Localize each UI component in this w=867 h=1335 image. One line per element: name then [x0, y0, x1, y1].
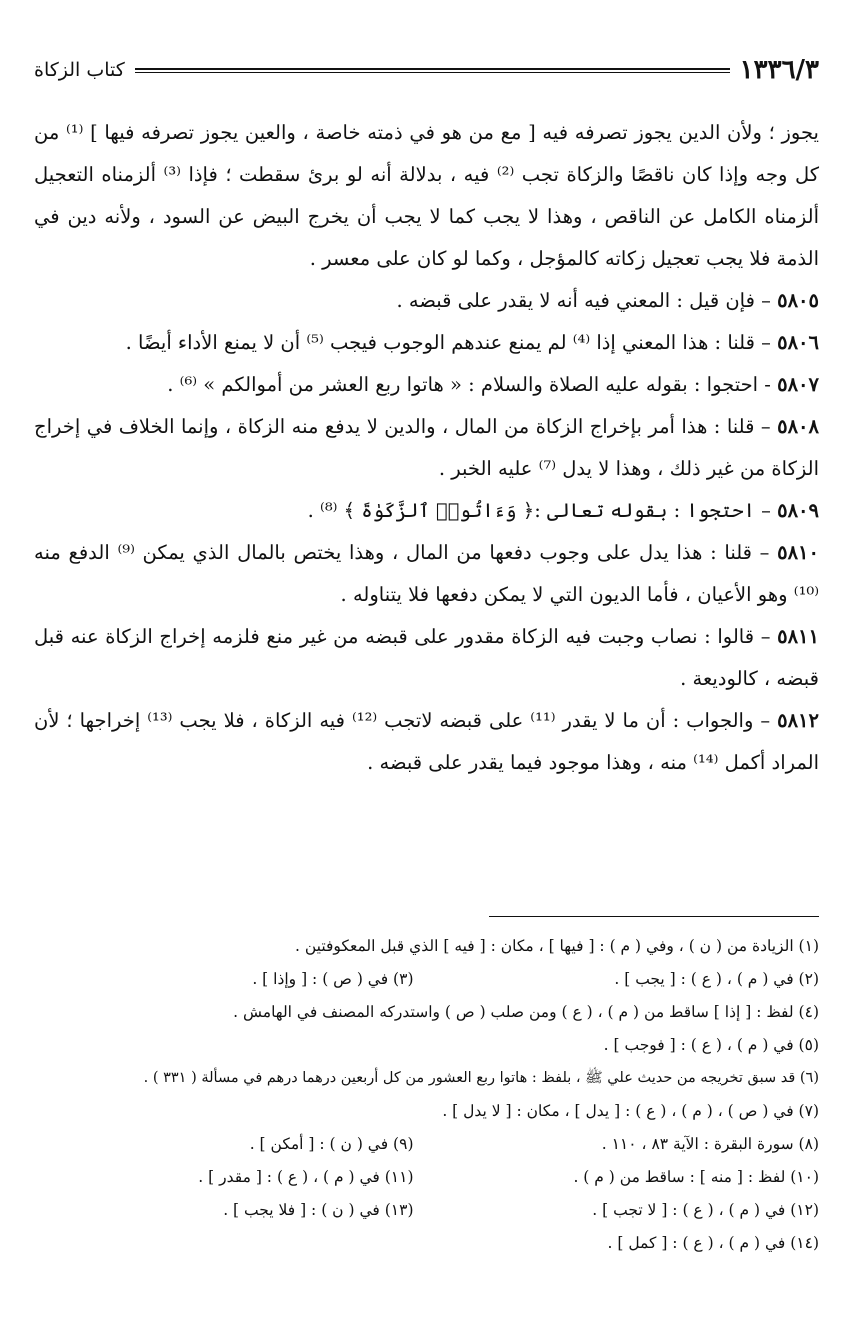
footnote-row [48, 1194, 819, 1227]
footnote: (١٢) في ( م ) ، ( ع ) : [ لا تجب ] . [592, 1201, 819, 1219]
footnote-row [48, 1128, 819, 1161]
paragraph [34, 700, 819, 784]
paragraph-text: – فإن قيل : المعني فيه أنه لا يقدر على قبضه . [396, 289, 771, 312]
paragraph-text: – قلنا : هذا المعني إذا ⁽⁴⁾ لم يمنع عندهم الوجوب فيجب ⁽⁵⁾ أن لا يمنع الأداء أيضًا . [125, 331, 771, 354]
paragraph-text: – قلنا : هذا يدل على وجوب دفعها من المال ، وهذا يختص بالمال الذي يمكن ⁽⁹⁾ الدفع منه ⁽¹⁰⁾ وهو الأعيان ، فأما الديون التي لا يمكن دفعها فلا يتناوله . [34, 541, 819, 606]
issue-number: ٥٨٠٩ [777, 499, 819, 522]
paragraph-text: – قالوا : نصاب وجبت فيه الزكاة مقدور على قبضه من غير منع فلزمه إخراج الزكاة عنه قبل قبضه ، كالوديعة . [34, 625, 819, 690]
footnote: (٩) في ( ن ) : [ أمكن ] . [249, 1135, 414, 1153]
footnote-separator [489, 916, 819, 917]
issue-number: ٥٨٠٧ [777, 373, 819, 396]
paragraph-text: - احتجوا : بقوله عليه الصلاة والسلام : « هاتوا ربع العشر من أموالكم » ⁽⁶⁾ . [167, 373, 771, 396]
paragraph [34, 112, 819, 280]
paragraph [34, 406, 819, 490]
paragraph-text: – احتجوا : بقوله تعالى :﴿ وَءَاتُوا۟ ٱلزَّكَوٰةَ ﴾ ⁽⁸⁾ . [307, 499, 771, 522]
paragraph [34, 322, 819, 364]
footnote: (٥) في ( م ) ، ( ع ) : [ فوجب ] . [603, 1036, 819, 1054]
paragraph [34, 280, 819, 322]
footnote: (١١) في ( م ) ، ( ع ) : [ مقدر ] . [198, 1168, 414, 1186]
header-rule [135, 68, 730, 73]
issue-number: ٥٨١٢ [777, 709, 819, 732]
page-number: ١٣٣٦/٣ [739, 55, 819, 85]
main-text [34, 112, 819, 784]
footnote-row [48, 1161, 819, 1194]
footnote: (٤) لفظ : [ إذا ] ساقط من ( م ) ، ( ع ) ومن صلب ( ص ) واستدركه المصنف في الهامش . [233, 1003, 819, 1021]
footnote: (١٣) في ( ن ) : [ فلا يجب ] . [223, 1201, 414, 1219]
issue-number: ٥٨١١ [777, 625, 820, 648]
footnotes [48, 930, 819, 1260]
footnote: (١٤) في ( م ) ، ( ع ) : [ كمل ] . [607, 1234, 819, 1252]
issue-number: ٥٨٠٥ [777, 289, 819, 312]
footnote: (٢) في ( م ) ، ( ع ) : [ يجب ] . [614, 970, 819, 988]
footnote: (١) الزيادة من ( ن ) ، وفي ( م ) : [ فيها ] ، مكان : [ فيه ] الذي قبل المعكوفتين . [294, 937, 819, 955]
page-header [34, 52, 819, 88]
issue-number: ٥٨٠٨ [777, 415, 819, 438]
paragraph-text: يجوز ؛ ولأن الدين يجوز تصرفه فيه [ مع من هو في ذمته خاصة ، والعين يجوز تصرفه فيها ] ⁽¹⁾ من كل وجه وإذا كان ناقصًا والزكاة تجب ⁽²⁾ فيه ، بدلالة أنه لو برئ سقطت ؛ فإذا ⁽³⁾ ألزمناه التعجيل ألزمناه الكامل عن الناقص ، وهذا لا يجب كما لا يجب أن يخرج البيض عن السود ، ولأنه دين في الذمة فلا يجب تعجيل زكاته كالمؤجل ، وكما لو كان على معسر . [34, 121, 819, 270]
footnote: (١٠) لفظ : [ منه ] : ساقط من ( م ) . [573, 1168, 819, 1186]
footnote-row [48, 963, 819, 996]
paragraph [34, 490, 819, 532]
footnote: (٨) سورة البقرة : الآية ٨٣ ، ١١٠ . [601, 1135, 819, 1153]
footnote: (٦) قد سبق تخريجه من حديث علي ﷺ ، بلفظ : هاتوا ربع العشور من كل أربعين درهما درهم في مسألة ( ٣٣١ ) . [143, 1070, 819, 1086]
book-title: كتاب الزكاة [34, 59, 125, 81]
footnote: (٣) في ( ص ) : [ وإذا ] . [252, 970, 414, 988]
paragraph [34, 532, 819, 616]
issue-number: ٥٨٠٦ [777, 331, 819, 354]
paragraph-text: – قلنا : هذا أمر بإخراج الزكاة من المال ، والدين لا يدفع منه الزكاة ، وإنما الخلاف في إخراج الزكاة من غير ذلك ، وهذا لا يدل ⁽⁷⁾ عليه الخبر . [34, 415, 819, 480]
issue-number: ٥٨١٠ [777, 541, 820, 564]
paragraph-text: – والجواب : أن ما لا يقدر ⁽¹¹⁾ على قبضه لاتجب ⁽¹²⁾ فيه الزكاة ، فلا يجب ⁽¹³⁾ إخراجها ؛ لأن المراد أكمل ⁽¹⁴⁾ منه ، وهذا موجود فيما يقدر على قبضه . [34, 709, 819, 774]
paragraph [34, 616, 819, 700]
footnote: (٧) في ( ص ) ، ( م ) ، ( ع ) : [ يدل ] ، مكان : [ لا يدل ] . [442, 1102, 819, 1120]
paragraph [34, 364, 819, 406]
